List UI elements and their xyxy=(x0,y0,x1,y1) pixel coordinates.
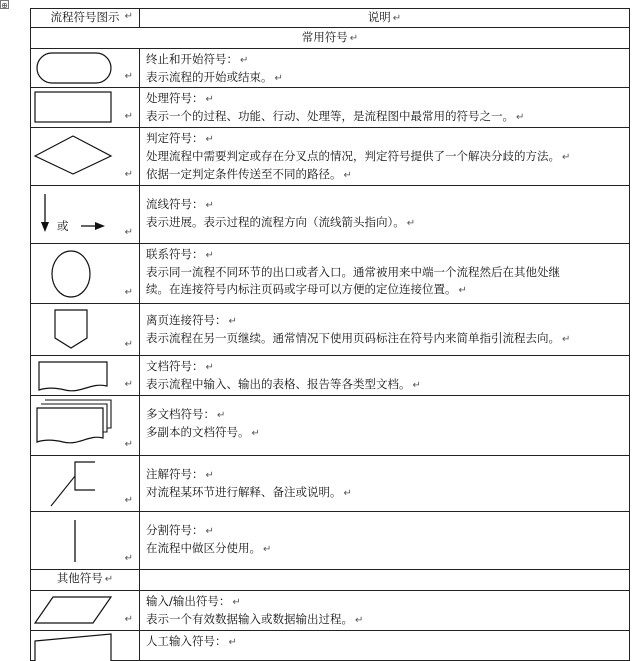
section-common-label: 常用符号 xyxy=(301,30,348,44)
para-mark: ↵ xyxy=(124,227,133,238)
decision-icon xyxy=(31,128,139,186)
symbol-desc-line: 表示流程在另一页继续。通常情况下使用页码标注在符号内来简单指引流程去向。 ↵ xyxy=(146,331,571,345)
para-mark: ↵ xyxy=(349,33,359,44)
symbol-cell xyxy=(31,456,140,512)
section-other-cell xyxy=(31,570,140,591)
section-other-label: 其他符号 xyxy=(56,571,103,585)
desc-cell xyxy=(140,244,630,304)
table-row xyxy=(31,49,630,88)
para-mark: ↵ xyxy=(124,169,133,180)
symbol-cell xyxy=(31,396,140,456)
table-row xyxy=(31,631,630,661)
para-mark: ↵ xyxy=(124,111,133,122)
terminator-icon xyxy=(31,49,139,87)
section-other-blank-cell xyxy=(140,570,630,591)
connector-icon xyxy=(31,244,139,304)
table-row xyxy=(31,186,630,244)
io-icon xyxy=(31,591,139,631)
symbol-name: 多文档符号： ↵ xyxy=(146,407,226,421)
document-icon xyxy=(31,356,139,396)
symbol-cell xyxy=(31,512,140,570)
table-row xyxy=(31,396,630,456)
multidocument-icon xyxy=(31,396,139,456)
symbol-cell xyxy=(31,88,140,128)
symbol-cell xyxy=(31,49,140,88)
desc-cell xyxy=(140,396,630,456)
symbol-name: 联系符号： ↵ xyxy=(146,247,214,261)
symbol-name: 判定符号： ↵ xyxy=(146,131,214,145)
symbol-name: 文档符号： ↵ xyxy=(146,359,214,373)
para-mark: ↵ xyxy=(124,71,133,82)
table-row xyxy=(31,88,630,128)
offpage-icon xyxy=(31,304,139,356)
section-common-cell xyxy=(31,28,630,49)
table-move-handle[interactable]: ⊕ xyxy=(1,1,8,10)
para-mark: ↵ xyxy=(124,495,133,506)
desc-cell xyxy=(140,88,630,128)
symbol-name: 终止和开始符号： ↵ xyxy=(146,52,249,66)
para-mark: ↵ xyxy=(124,287,133,298)
symbol-desc-line: 依据一定判定条件传送至不同的路径。 ↵ xyxy=(146,167,352,181)
symbol-desc-line: 对流程某环节进行解释、备注或说明。 ↵ xyxy=(146,485,352,499)
desc-cell xyxy=(140,356,630,396)
symbol-name: 分割符号： ↵ xyxy=(146,523,214,537)
para-mark: ↵ xyxy=(124,439,133,450)
desc-cell xyxy=(140,49,630,88)
symbol-cell xyxy=(31,304,140,356)
symbol-desc-line: 表示同一流程不同环节的出口或者入口。通常被用来中端一个流程然后在其他处继 xyxy=(146,265,560,279)
symbol-cell xyxy=(31,186,140,244)
symbol-desc-line: 表示流程中输入、输出的表格、报告等各类型文档。 ↵ xyxy=(146,377,421,391)
symbol-cell xyxy=(31,244,140,304)
para-mark: ↵ xyxy=(392,13,402,24)
desc-cell xyxy=(140,591,630,631)
table-row xyxy=(31,356,630,396)
symbol-cell xyxy=(31,356,140,396)
desc-cell xyxy=(140,631,630,661)
table-row xyxy=(31,591,630,631)
divider-icon xyxy=(31,512,139,570)
symbol-desc-line: 多副本的文档符号。 ↵ xyxy=(146,425,260,439)
or-label: 或 xyxy=(57,219,69,233)
header-desc-label: 说明 xyxy=(367,10,391,24)
flowline-icon xyxy=(31,186,139,244)
para-mark: ↵ xyxy=(124,339,133,350)
symbol-desc-line: 在流程中做区分使用。 ↵ xyxy=(146,541,272,555)
symbol-desc-line: 处理流程中需要判定或存在分叉点的情况，判定符号提供了一个解决分歧的方法。 ↵ xyxy=(146,149,571,163)
symbol-name: 注解符号： ↵ xyxy=(146,467,214,481)
flowchart-symbol-table xyxy=(30,8,630,661)
symbol-desc-line: 表示一个的过程、功能、行动、处理等，是流程图中最常用的符号之一。 ↵ xyxy=(146,109,525,123)
header-symbol-label: 流程符号图示 xyxy=(50,10,120,24)
process-icon xyxy=(31,88,139,128)
section-row-other xyxy=(31,570,630,591)
desc-cell xyxy=(140,128,630,186)
desc-cell xyxy=(140,512,630,570)
symbol-cell xyxy=(31,128,140,186)
manual-input-icon xyxy=(31,631,139,661)
table-row xyxy=(31,244,630,304)
para-mark: ↵ xyxy=(124,379,133,390)
para-mark: ↵ xyxy=(124,614,133,625)
table-row xyxy=(31,456,630,512)
para-mark: ↵ xyxy=(124,553,133,564)
symbol-desc-line: 表示流程的开始或结束。 ↵ xyxy=(146,70,283,84)
symbol-desc-line: 续。在连接符号内标注页码或字母可以方便的定位连接位置。 ↵ xyxy=(146,282,467,296)
symbol-name: 输入/输出符号： ↵ xyxy=(146,594,241,608)
annotation-icon xyxy=(31,456,139,512)
symbol-name: 人工输入符号： ↵ xyxy=(146,634,237,648)
header-desc-cell xyxy=(140,9,630,28)
desc-cell xyxy=(140,456,630,512)
section-row-common xyxy=(31,28,630,49)
table-header-row xyxy=(31,9,630,28)
para-mark: ↵ xyxy=(104,574,114,585)
symbol-cell xyxy=(31,631,140,661)
table-row xyxy=(31,304,630,356)
desc-cell xyxy=(140,186,630,244)
symbol-desc-line: 表示进展。表示过程的流程方向（流线箭头指向）。 ↵ xyxy=(146,215,416,229)
table-row xyxy=(31,512,630,570)
desc-cell xyxy=(140,304,630,356)
symbol-name: 处理符号： ↵ xyxy=(146,91,214,105)
para-mark: ↵ xyxy=(124,11,133,22)
header-symbol-cell xyxy=(31,9,140,28)
symbol-name: 流线符号： ↵ xyxy=(146,197,214,211)
symbol-name: 离页连接符号： ↵ xyxy=(146,313,237,327)
symbol-desc-line: 表示一个有效数据输入或数据输出过程。 ↵ xyxy=(146,612,364,626)
symbol-cell xyxy=(31,591,140,631)
table-row xyxy=(31,128,630,186)
